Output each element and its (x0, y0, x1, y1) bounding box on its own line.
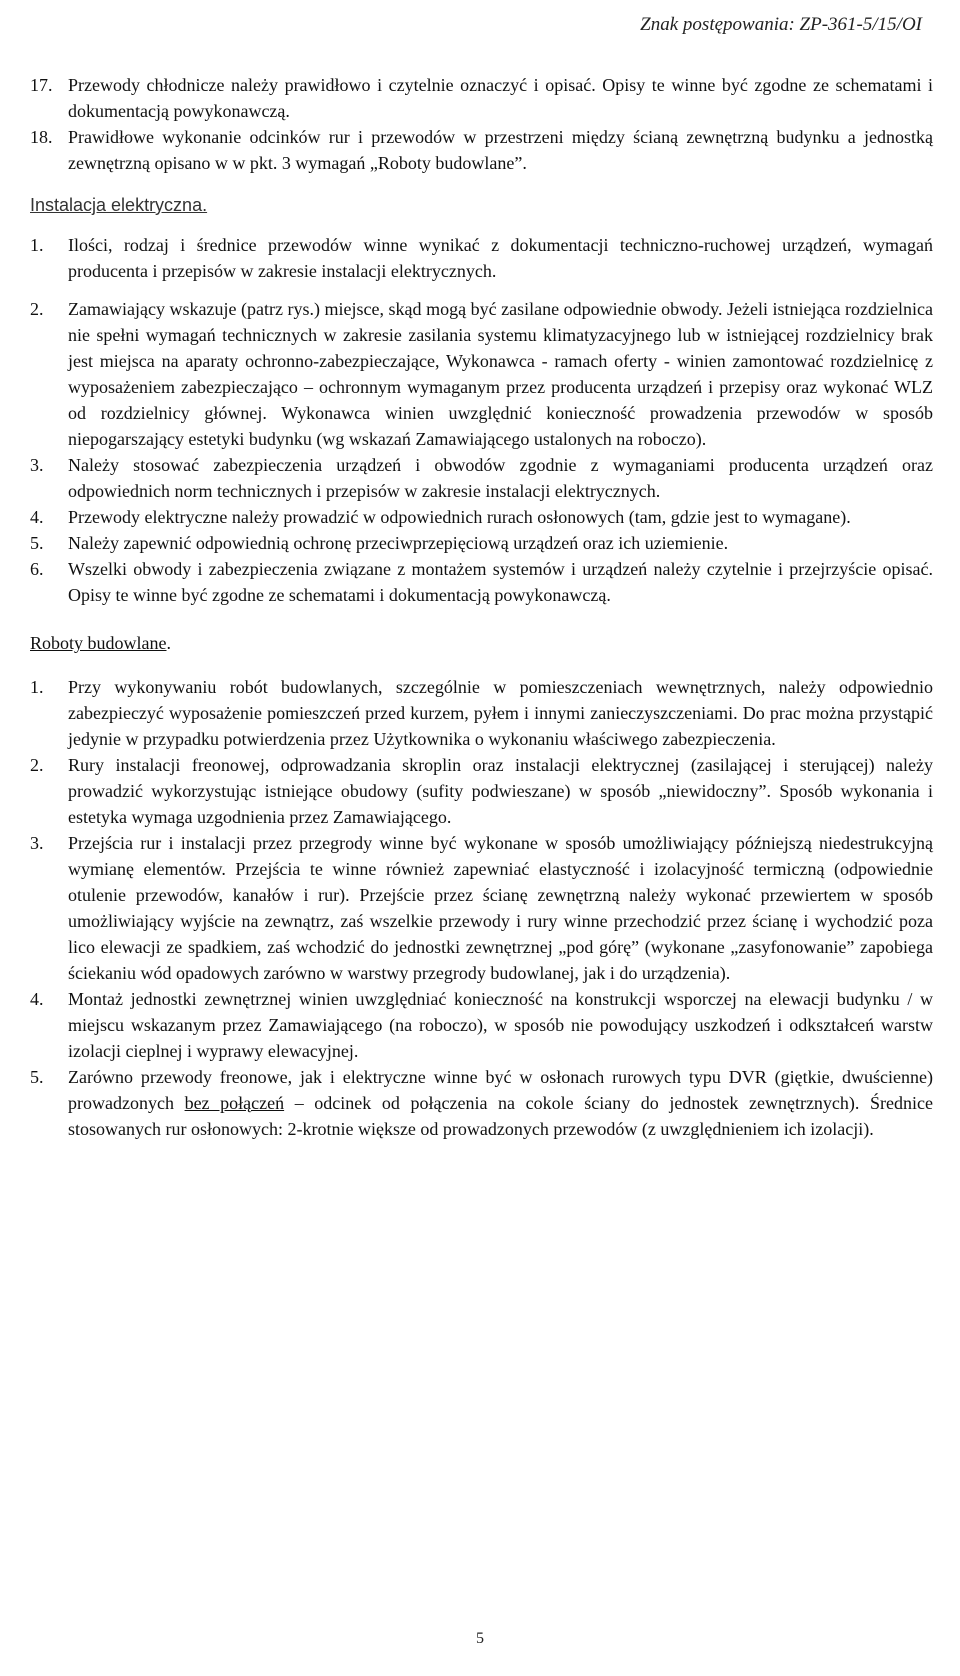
list-item (30, 530, 933, 556)
list-item (30, 752, 933, 830)
list-item (30, 452, 933, 504)
underlined-text: bez połączeń (184, 1093, 285, 1113)
list-item-18 (30, 124, 933, 176)
document-body (30, 72, 933, 1142)
list-text: Należy zapewnić odpowiednią ochronę przeciwprzepięciową urządzeń oraz ich uziemienie. (68, 533, 729, 553)
list-number: 1. (30, 677, 44, 697)
list-number: 3. (30, 833, 44, 853)
list-number: 6. (30, 559, 44, 579)
list-text: Zamawiający wskazuje (patrz rys.) miejsce, skąd mogą być zasilane odpowiednie obwody. Jeżeli istniejąca rozdzielnica nie spełni wymagań technicznych w zakresie zasilania systemu klimatyzacyjnego lub w istniejącej rozdzielnicy brak jest miejsca na aparaty ochronno-zabezpieczające, Wykonawca - ramach oferty - winien zamontować rozdzielnicę z wyposażeniem zabezpieczająco – ochronnym wymaganym przez producenta urządzeń i przepisy oraz wykonać WLZ od rozdzielnicy głównej. Wykonawca winien uwzględnić konieczność prowadzenia przewodów w sposób niepogarszający estetyki budynku (wg wskazań Zamawiającego ustalonych na roboczo). (68, 299, 933, 449)
section-heading-construction (30, 630, 933, 656)
construction-title: Roboty budowlane (30, 633, 167, 653)
list-number: 18. (30, 127, 53, 147)
list-number: 1. (30, 235, 44, 255)
list-text: Przewody chłodnicze należy prawidłowo i czytelnie oznaczyć i opisać. Opisy te winne być zgodne ze schematami i dokumentacją powykonawczą. (68, 75, 933, 121)
list-item (30, 232, 933, 284)
list-number: 3. (30, 455, 44, 475)
text-part-b: – odcinek od połączenia na cokole ściany do jednostek zewnętrznych). Średnice stosowanych rur osłonowych: 2-krotnie większe od prowadzonych przewodów (z uwzględnieniem ich izolacji). (68, 1093, 933, 1139)
list-text: Montaż jednostki zewnętrznej winien uwzględniać konieczność na konstrukcji wsporczej na elewacji budynku / w miejscu wskazanym przez Zamawiającego (na roboczo), w sposób nie powodujący uszkodzeń i odkształceń warstw izolacji cieplnej i wyprawy elewacyjnej. (68, 989, 933, 1061)
list-text: Należy stosować zabezpieczenia urządzeń i obwodów zgodnie z wymaganiami producenta urządzeń oraz odpowiednich norm technicznych i przepisów w zakresie instalacji elektrycznych. (68, 455, 933, 501)
list-item (30, 556, 933, 608)
list-item-17 (30, 72, 933, 124)
list-text: Wszelki obwody i zabezpieczenia związane z montażem systemów i urządzeń należy czytelnie i przejrzyście opisać. Opisy te winne być zgodne ze schematami i dokumentacją powykonawczą. (68, 559, 933, 605)
list-number: 4. (30, 507, 44, 527)
list-item (30, 674, 933, 752)
list-item (30, 830, 933, 986)
list-text: Prawidłowe wykonanie odcinków rur i przewodów w przestrzeni między ścianą zewnętrzną budynku a jednostką zewnętrzną opisano w w pkt. 3 wymagań „Roboty budowlane”. (68, 127, 933, 173)
list-text: Przewody elektryczne należy prowadzić w odpowiednich rurach osłonowych (tam, gdzie jest to wymagane). (68, 507, 851, 527)
list-text: Przy wykonywaniu robót budowlanych, szczególnie w pomieszczeniach wewnętrznych, należy odpowiednio zabezpieczyć wyposażenie pomieszczeń przed kurzem, pyłem i innymi zanieczyszczeniami. Do prac można przystąpić jedynie w przypadku potwierdzenia przez Użytkownika o wykonaniu właściwego zabezpieczenia. (68, 677, 933, 749)
list-item (30, 504, 933, 530)
electrical-title: Instalacja elektryczna. (30, 195, 208, 215)
text-part-a: Zarówno przewody freonowe, jak i elektryczne winne być w osłonach rurowych typu DVR (giętkie, dwuścienne) prowadzonych (68, 1067, 933, 1113)
construction-title-suffix: . (166, 633, 171, 653)
list-item (30, 296, 933, 452)
list-item (30, 986, 933, 1064)
list-text (68, 1064, 933, 1142)
list-text: Rury instalacji freonowej, odprowadzania skroplin oraz instalacji elektrycznej (zasilającej i sterującej) należy prowadzić wykorzystując istniejące obudowy (sufity podwieszane) w sposób „niewidoczny”. Sposób wykonania i estetyka wymaga uzgodnienia przez Zamawiającego. (68, 755, 933, 827)
list-number: 2. (30, 755, 44, 775)
list-number: 5. (30, 1067, 44, 1087)
list-number: 4. (30, 989, 44, 1009)
case-number-header: Znak postępowania: ZP-361-5/15/OI (640, 14, 922, 35)
list-number: 5. (30, 533, 44, 553)
page-number: 5 (476, 1630, 484, 1647)
list-number: 17. (30, 75, 53, 95)
section-heading-electrical (30, 192, 933, 218)
list-item (30, 1064, 933, 1142)
list-text: Przejścia rur i instalacji przez przegrody winne być wykonane w sposób umożliwiający późniejszą niedestrukcyjną wymianę elementów. Przejścia te winne również zapewniać elastyczność i izolacyjność termiczną (odpowiednie otulenie przewodów, kanałów i rur). Przejście przez ścianę zewnętrzną należy wykonać przewiertem w sposób umożliwiający wyjście na zewnątrz, zaś wszelkie przewody i rury winne przechodzić przez ścianę i wychodzić poza lico elewacji ze spadkiem, zaś wchodzić do jednostki zewnętrznej „pod górę” (wykonane „zasyfonowanie” zapobiega ściekaniu wód opadowych zarówno w warstwy przegrody budowlanej, jak i do urządzenia). (68, 833, 933, 983)
list-number: 2. (30, 299, 44, 319)
list-text: Ilości, rodzaj i średnice przewodów winne wynikać z dokumentacji techniczno-ruchowej urządzeń, wymagań producenta i przepisów w zakresie instalacji elektrycznych. (68, 235, 933, 281)
